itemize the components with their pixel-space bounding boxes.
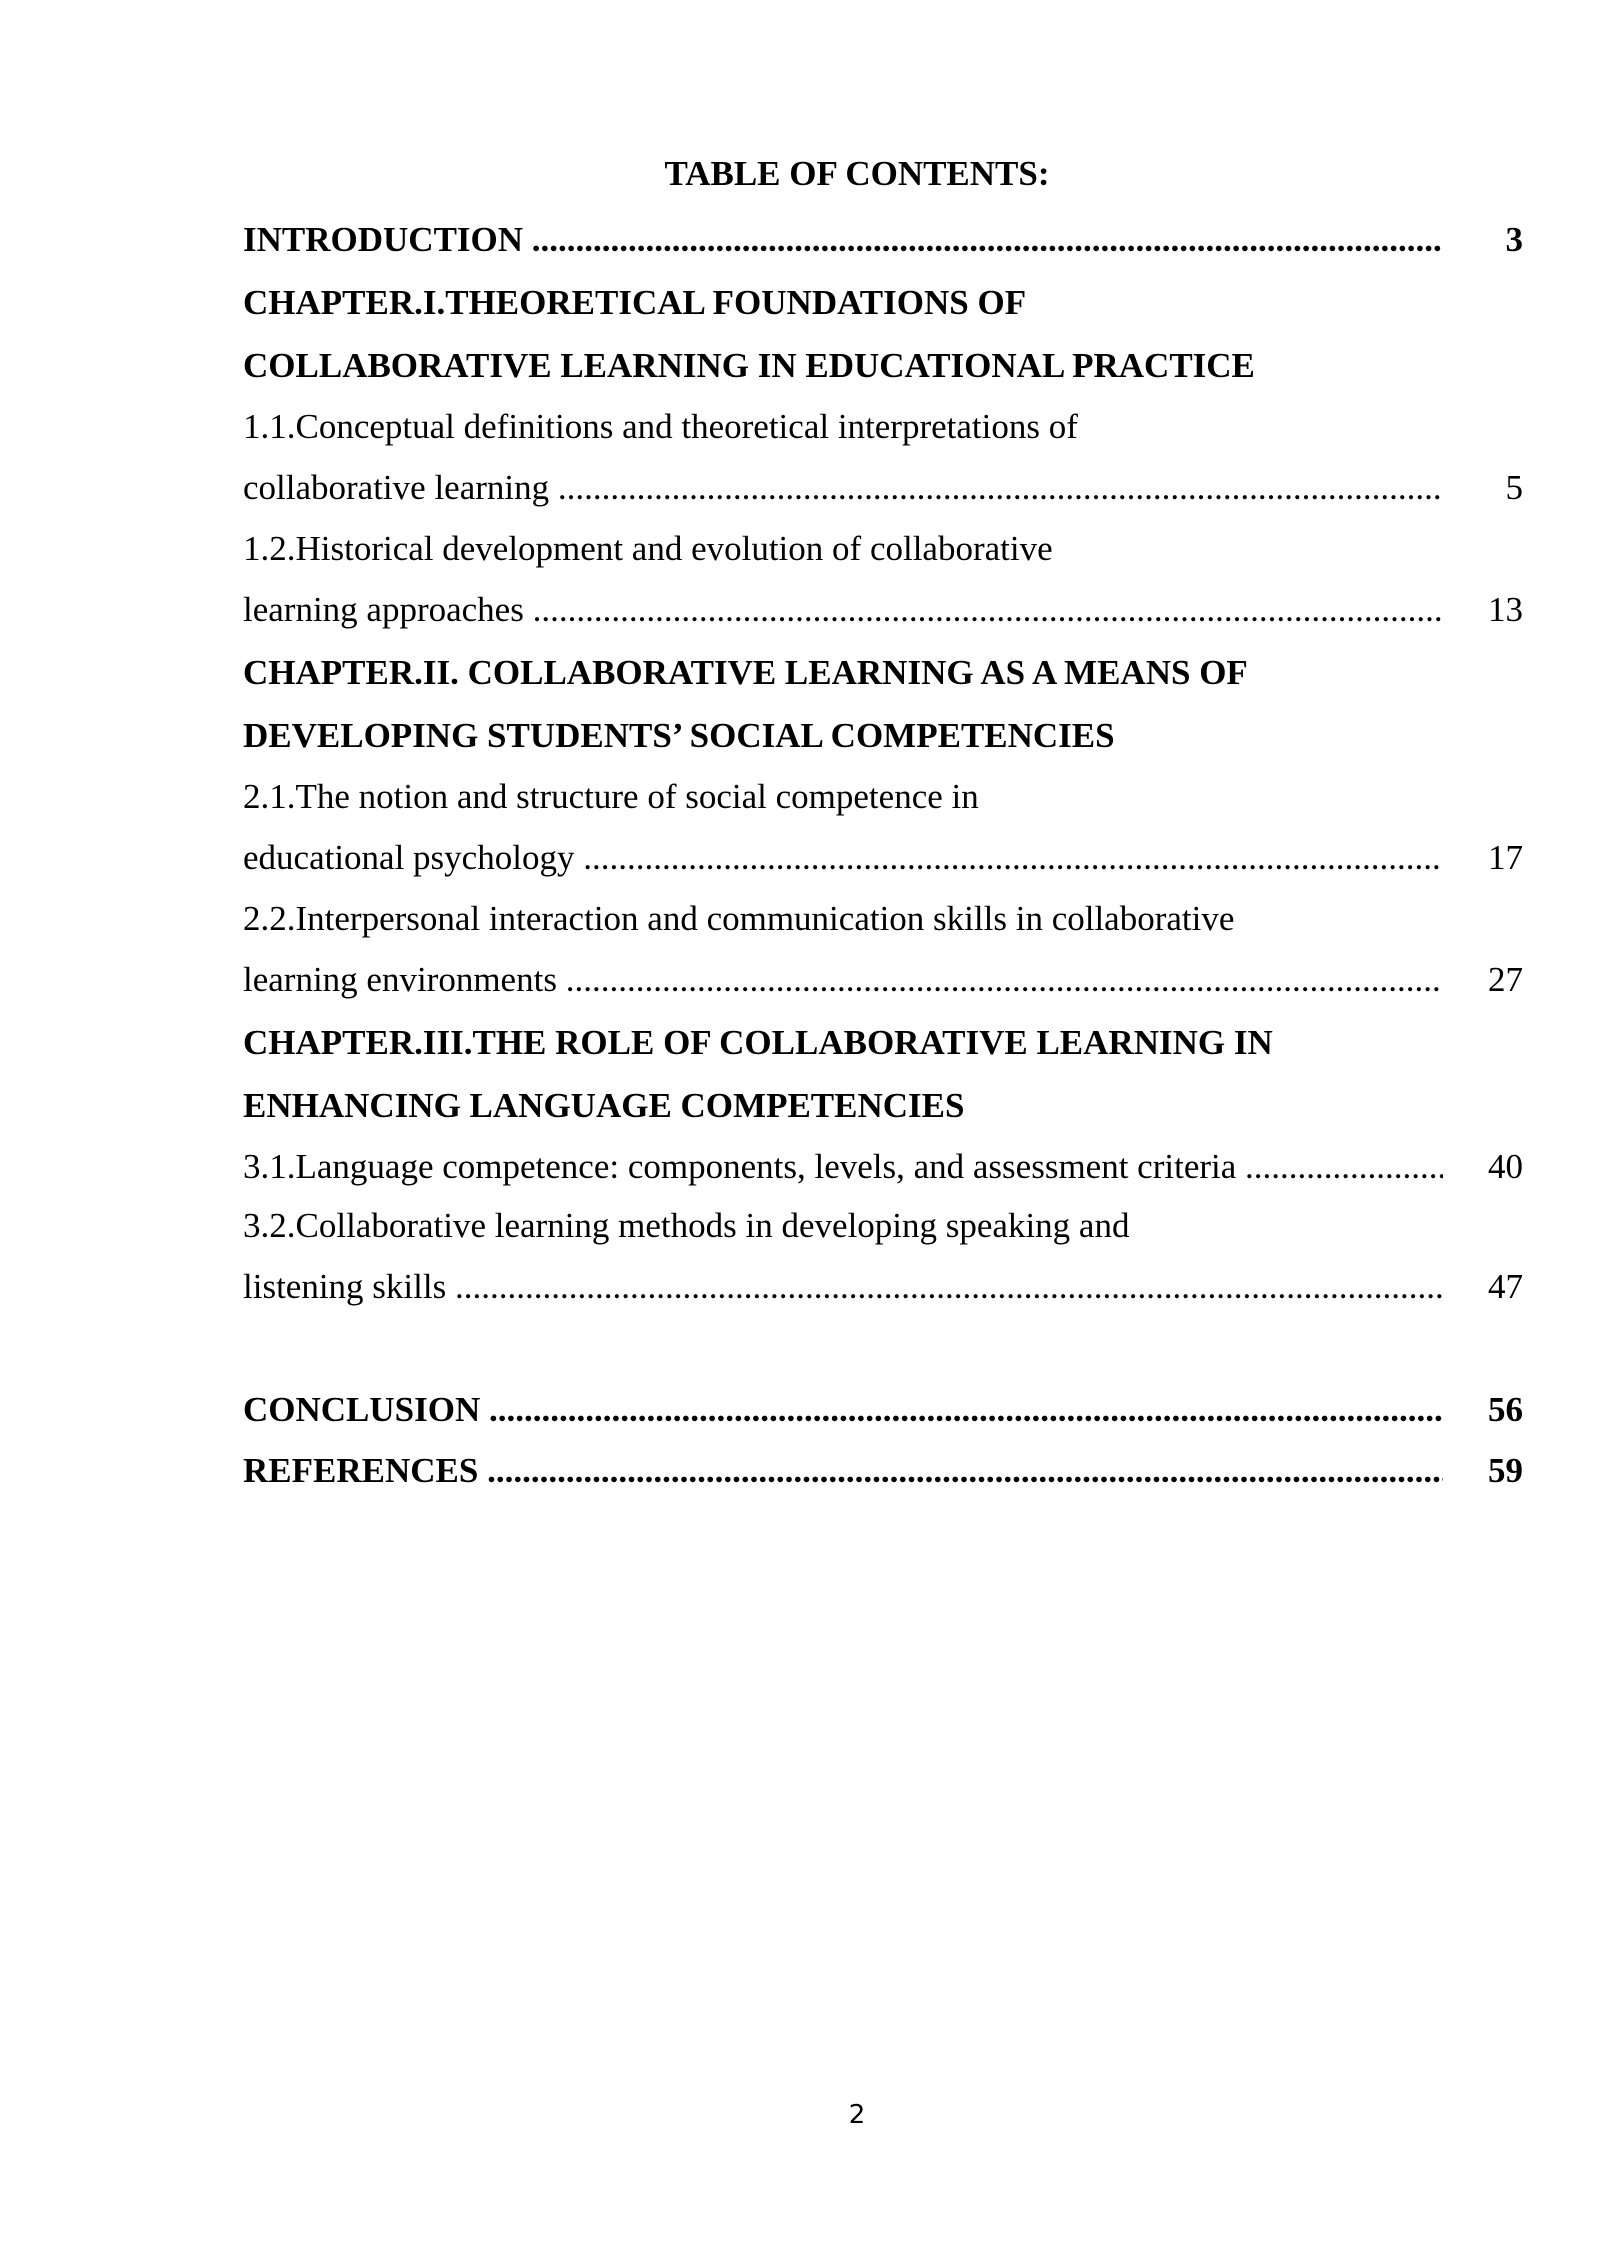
toc-entry-text: REFERENCES ..... [243, 1441, 1443, 1500]
toc-entry-conclusion[interactable] [243, 1378, 1523, 1441]
toc-chapter-1-heading-line-1[interactable] [243, 271, 1523, 334]
toc-entry-text: CONCLUSION ..... [243, 1378, 1443, 1441]
toc-entry-text: DEVELOPING STUDENTS’ SOCIAL COMPETENCIES [243, 716, 1115, 755]
toc-entry-introduction[interactable] [243, 208, 1523, 271]
toc-entry-text: CHAPTER.III.THE ROLE OF COLLABORATIVE LEARNING IN [243, 1023, 1273, 1062]
toc-section-2-2-line-1[interactable] [243, 889, 1523, 948]
toc-page-number: 47 [1488, 1267, 1523, 1306]
toc-entry-text: COLLABORATIVE LEARNING IN EDUCATIONAL PRACTICE [243, 346, 1255, 385]
toc-chapter-2-heading-line-1[interactable] [243, 641, 1523, 704]
toc-section-3-2-line-1[interactable] [243, 1196, 1523, 1255]
toc-page-number: 56 [1488, 1390, 1523, 1429]
toc-entry-text: 1.2.Historical development and evolution of collaborative [243, 529, 1053, 568]
toc-section-1-2-line-1[interactable] [243, 519, 1523, 578]
toc-title: TABLE OF CONTENTS: [664, 154, 1050, 193]
toc-section-1-1-line-2[interactable] [243, 456, 1523, 519]
toc-entry-text: learning environments ..... [243, 948, 1443, 1011]
toc-page-number: 3 [1505, 220, 1523, 259]
toc-section-1-2-line-2[interactable] [243, 578, 1523, 641]
page-number-footer: 2 [848, 2100, 866, 2130]
toc-page-number: 5 [1505, 468, 1523, 507]
toc-page-number: 17 [1488, 838, 1523, 877]
toc-chapter-1-heading-line-2[interactable] [243, 334, 1523, 397]
toc-entry-text: 3.1.Language competence: components, levels, and assessment criteria ..... [243, 1137, 1443, 1196]
toc-entry-text: ENHANCING LANGUAGE COMPETENCIES [243, 1086, 965, 1125]
toc-page-number: 27 [1488, 960, 1523, 999]
toc-entry-text: 2.1.The notion and structure of social competence in [243, 777, 979, 816]
toc-section-2-1-line-1[interactable] [243, 767, 1523, 826]
toc-entry-text: listening skills ..... [243, 1255, 1443, 1318]
toc-entry-text: learning approaches ..... [243, 578, 1443, 641]
toc-entry-references[interactable] [243, 1441, 1523, 1500]
toc-section-2-2-line-2[interactable] [243, 948, 1523, 1011]
toc-section-3-2-line-2[interactable] [243, 1255, 1523, 1318]
table-of-contents [243, 208, 1523, 1500]
toc-section-2-1-line-2[interactable] [243, 826, 1523, 889]
toc-entry-text: 2.2.Interpersonal interaction and communication skills in collaborative [243, 899, 1235, 938]
toc-chapter-3-heading-line-2[interactable] [243, 1074, 1523, 1137]
toc-page-number: 40 [1488, 1147, 1523, 1186]
toc-chapter-3-heading-line-1[interactable] [243, 1011, 1523, 1074]
toc-entry-text: 3.2.Collaborative learning methods in developing speaking and [243, 1206, 1130, 1245]
toc-page-number: 59 [1488, 1451, 1523, 1490]
toc-entry-text: 1.1.Conceptual definitions and theoretical interpretations of [243, 407, 1078, 446]
toc-section-1-1-line-1[interactable] [243, 397, 1523, 456]
toc-chapter-2-heading-line-2[interactable] [243, 704, 1523, 767]
toc-page-number: 13 [1488, 590, 1523, 629]
toc-section-3-1[interactable] [243, 1137, 1523, 1196]
toc-entry-text: collaborative learning ..... [243, 456, 1443, 519]
toc-entry-text: CHAPTER.I.THEORETICAL FOUNDATIONS OF [243, 283, 1027, 322]
toc-entry-text: CHAPTER.II. COLLABORATIVE LEARNING AS A MEANS OF [243, 653, 1248, 692]
toc-entry-text: educational psychology ..... [243, 826, 1443, 889]
toc-entry-text: INTRODUCTION ..... [243, 208, 1443, 271]
